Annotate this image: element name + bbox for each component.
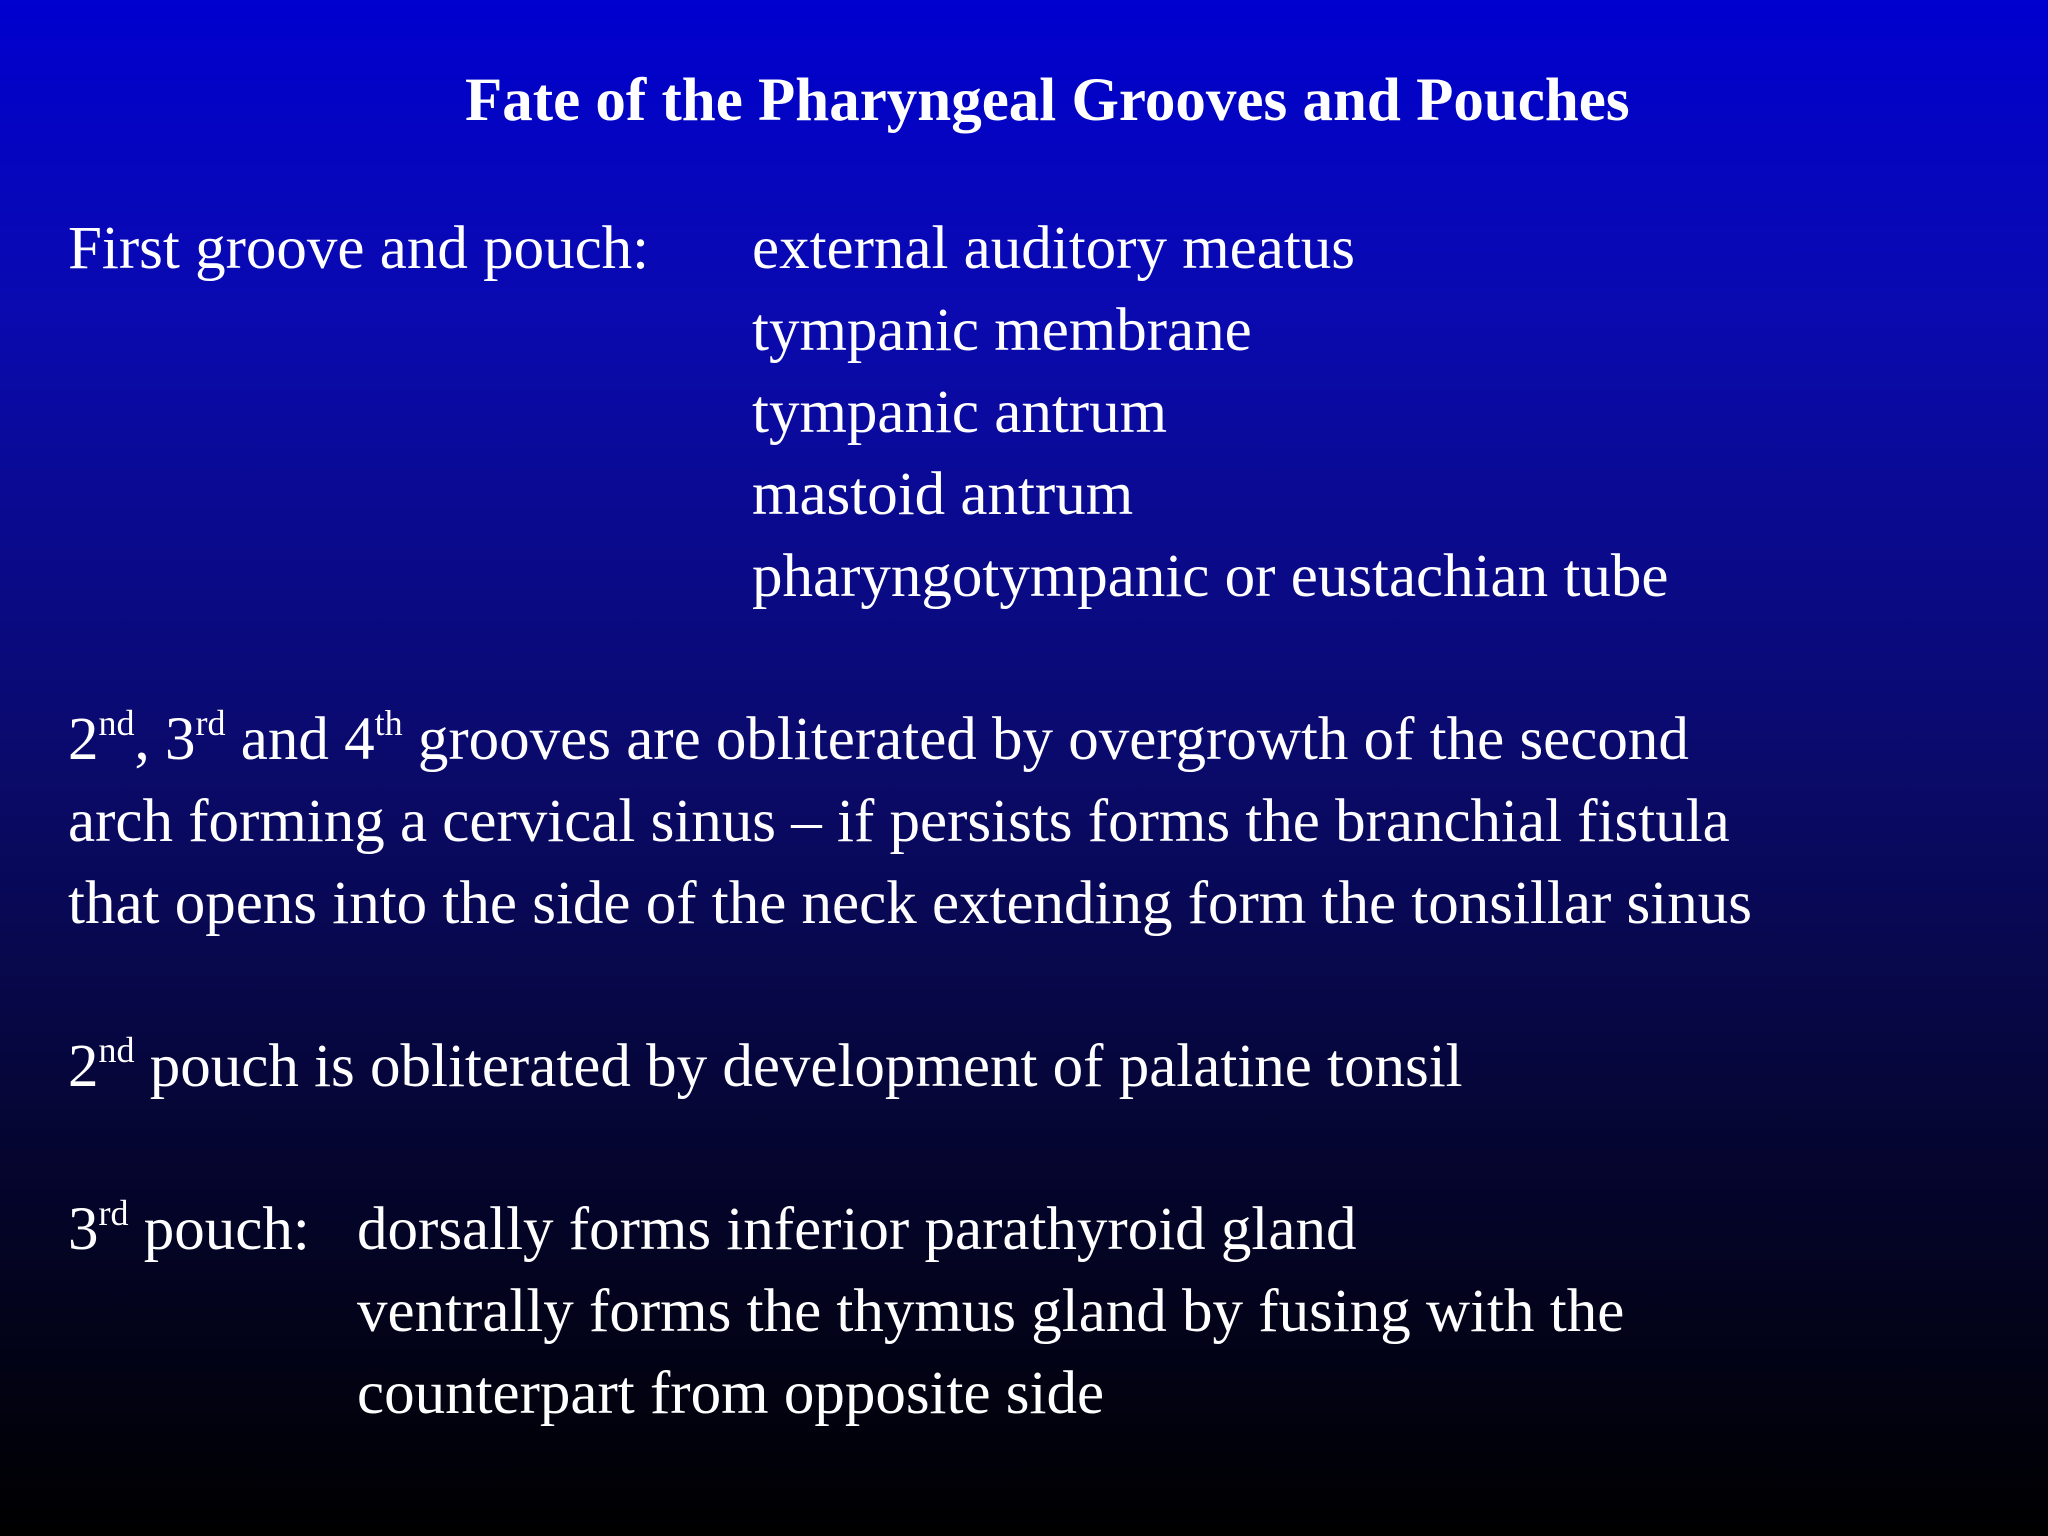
- first-groove-item: external auditory meatus: [752, 215, 1356, 282]
- separator-text: and: [225, 706, 345, 773]
- grooves-paragraph-line: arch forming a cervical sinus – if persists forms the branchial fistula: [68, 788, 1730, 855]
- second-pouch-line: [68, 1030, 1463, 1100]
- ordinal-number: 3: [68, 1196, 99, 1263]
- third-pouch-dorsal: dorsally forms inferior parathyroid gland: [357, 1196, 1357, 1263]
- ordinal-suffix: rd: [98, 1193, 129, 1233]
- ordinal-suffix: nd: [98, 703, 135, 743]
- ordinal-number: 4: [344, 706, 375, 773]
- ordinal-number: 3: [165, 706, 196, 773]
- ordinal-suffix: nd: [98, 1030, 135, 1070]
- third-pouch-ventral: counterpart from opposite side: [357, 1360, 1105, 1427]
- ordinal-number: 2: [68, 1033, 99, 1100]
- first-groove-item: mastoid antrum: [752, 461, 1134, 528]
- ordinal-suffix: th: [374, 703, 403, 743]
- first-groove-item: pharyngotympanic or eustachian tube: [752, 543, 1669, 610]
- paragraph-text: grooves are obliterated by overgrowth of the second: [402, 706, 1689, 773]
- grooves-paragraph-line: that opens into the side of the neck extending form the tonsillar sinus: [68, 870, 1752, 937]
- third-pouch-ventral: ventrally forms the thymus gland by fusing with the: [357, 1278, 1625, 1345]
- first-groove-label: First groove and pouch:: [68, 215, 650, 282]
- grooves-paragraph-line: [68, 703, 1689, 773]
- paragraph-text: pouch:: [128, 1196, 310, 1263]
- slide-title: Fate of the Pharyngeal Grooves and Pouches: [465, 67, 1630, 134]
- third-pouch-label: [68, 1193, 310, 1263]
- first-groove-item: tympanic membrane: [752, 297, 1252, 364]
- ordinal-number: 2: [68, 706, 99, 773]
- ordinal-suffix: rd: [195, 703, 226, 743]
- separator-text: ,: [134, 706, 165, 773]
- paragraph-text: pouch is obliterated by development of palatine tonsil: [134, 1033, 1463, 1100]
- first-groove-item: tympanic antrum: [752, 379, 1168, 446]
